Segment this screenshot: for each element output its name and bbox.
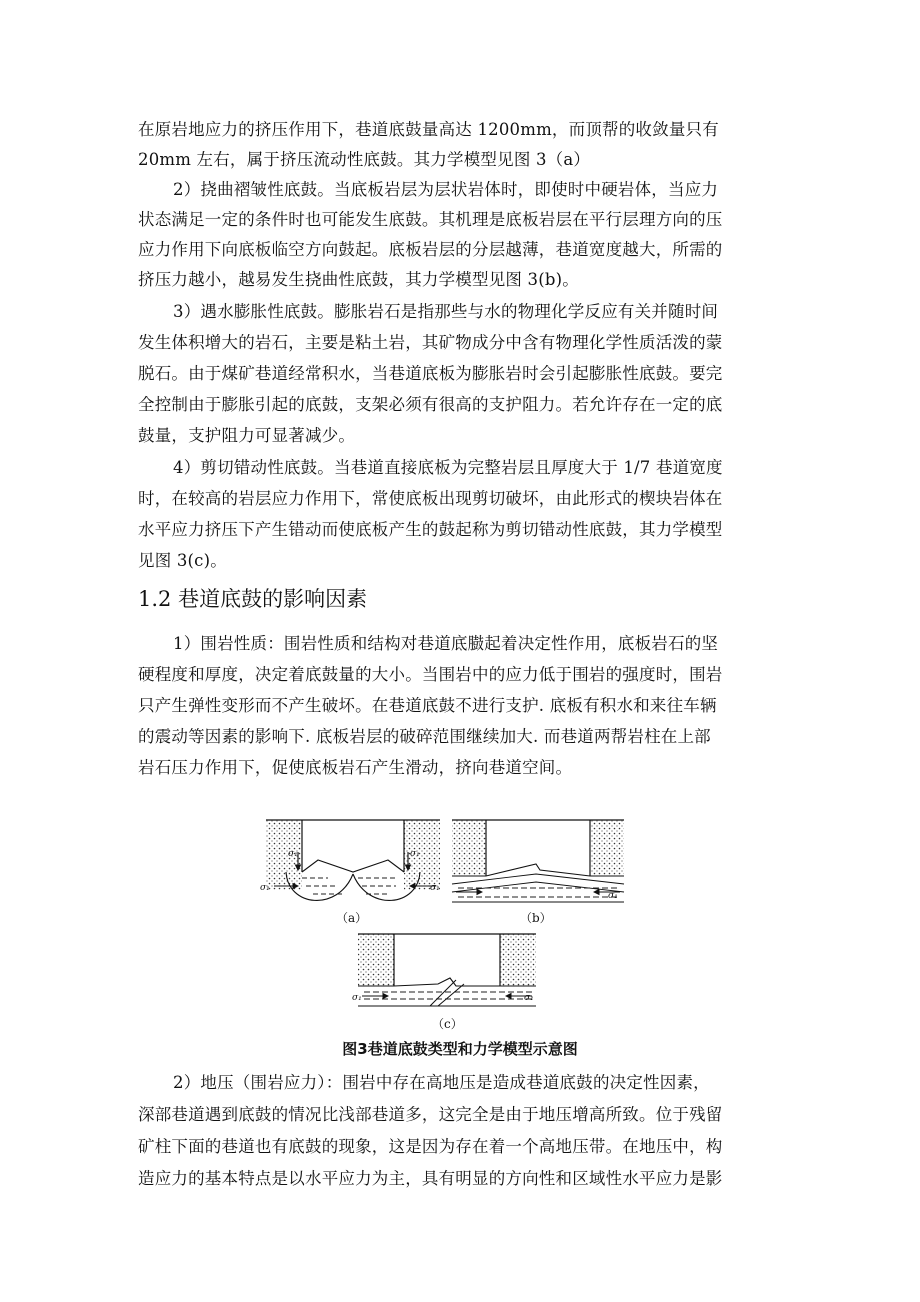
sigma-label: σ₁ (260, 883, 270, 893)
paragraph-line: 应力作用下向底板临空方向鼓起。底板岩层的分层越薄，巷道宽度越大，所需的 (138, 240, 723, 259)
figure-c-diagram (352, 928, 542, 1036)
paragraph-line: 在原岩地应力的挤压作用下，巷道底鼓量高达 1200mm，而顶帮的收敛量只有 (138, 120, 719, 139)
paragraph-line: 鼓量，支护阻力可显著减少。 (138, 426, 356, 445)
paragraph-line: 矿柱下面的巷道也有底鼓的现象，这是因为存在着一个高地压带。在地压中，构 (138, 1137, 723, 1156)
sigma-label: σ₁ (524, 993, 534, 1003)
paragraph-line: 全控制由于膨胀引起的底鼓，支架必须有很高的支护阻力。若允许存在一定的底 (138, 395, 723, 414)
figure-label-c: （c） (432, 1017, 463, 1031)
section-heading: 1.2 巷道底鼓的影响因素 (138, 587, 368, 611)
paragraph-line: 1）围岩性质：围岩性质和结构对巷道底臌起着决定性作用，底板岩石的坚 (173, 634, 719, 653)
figure-label-b: （b） (520, 911, 552, 925)
figure-label-a: （a） (336, 911, 368, 925)
paragraph-line: 只产生弹性变形而不产生破坏。在巷道底鼓不进行支护. 底板有积水和来往车辆 (138, 696, 717, 715)
sigma-label: σ₁ (430, 883, 440, 893)
paragraph-line: 水平应力挤压下产生错动而使底板产生的鼓起称为剪切错动性底鼓，其力学模型 (138, 520, 723, 539)
paragraph-line: 挤压力越小，越易发生挠曲性底鼓，其力学模型见图 3(b)。 (138, 270, 579, 289)
sigma-label: σ₁ (352, 993, 362, 1003)
figure-caption: 图3巷道底鼓类型和力学模型示意图 (342, 1040, 578, 1058)
figure-a-diagram (258, 812, 448, 927)
paragraph-line: 硬程度和厚度，决定着底鼓量的大小。当围岩中的应力低于围岩的强度时，围岩 (138, 665, 723, 684)
paragraph-line: 20mm 左右，属于挤压流动性底鼓。其力学模型见图 3（a） (138, 150, 591, 169)
paragraph-line: 3）遇水膨胀性底鼓。膨胀岩石是指那些与水的物理化学反应有关并随时间 (173, 302, 719, 321)
paragraph-line: 的震动等因素的影响下. 底板岩层的破碎范围继续加大. 而巷道两帮岩柱在上部 (138, 727, 711, 746)
paragraph-line: 岩石压力作用下，促使底板岩石产生滑动，挤向巷道空间。 (138, 758, 573, 777)
sigma-label: σ₁ (288, 849, 298, 859)
sigma-label: σ₁ (608, 891, 618, 901)
paragraph-line: 脱石。由于煤矿巷道经常积水，当巷道底板为膨胀岩时会引起膨胀性底鼓。要完 (138, 364, 723, 383)
sigma-label: σ₁ (410, 849, 420, 859)
paragraph-line: 深部巷道遇到底鼓的情况比浅部巷道多，这完全是由于地压增高所致。位于残留 (138, 1105, 723, 1124)
figure-b-diagram (448, 812, 628, 927)
paragraph-line: 发生体积增大的岩石，主要是粘土岩，其矿物成分中含有物理化学性质活泼的蒙 (138, 333, 723, 352)
paragraph-line: 4）剪切错动性底鼓。当巷道直接底板为完整岩层且厚度大于 1/7 巷道宽度 (173, 458, 723, 477)
paragraph-line: 2）地压（围岩应力）：围岩中存在高地压是造成巷道底鼓的决定性因素， (173, 1073, 710, 1092)
paragraph-line: 状态满足一定的条件时也可能发生底鼓。其机理是底板岩层在平行层理方向的压 (138, 210, 723, 229)
paragraph-line: 时，在较高的岩层应力作用下，常使底板出现剪切破坏，由此形式的楔块岩体在 (138, 489, 723, 508)
paragraph-line: 造应力的基本特点是以水平应力为主，具有明显的方向性和区域性水平应力是影 (138, 1169, 723, 1188)
paragraph-line: 见图 3(c)。 (138, 551, 227, 570)
paragraph-line: 2）挠曲褶皱性底鼓。当底板岩层为层状岩体时，即使时中硬岩体，当应力 (173, 180, 719, 199)
